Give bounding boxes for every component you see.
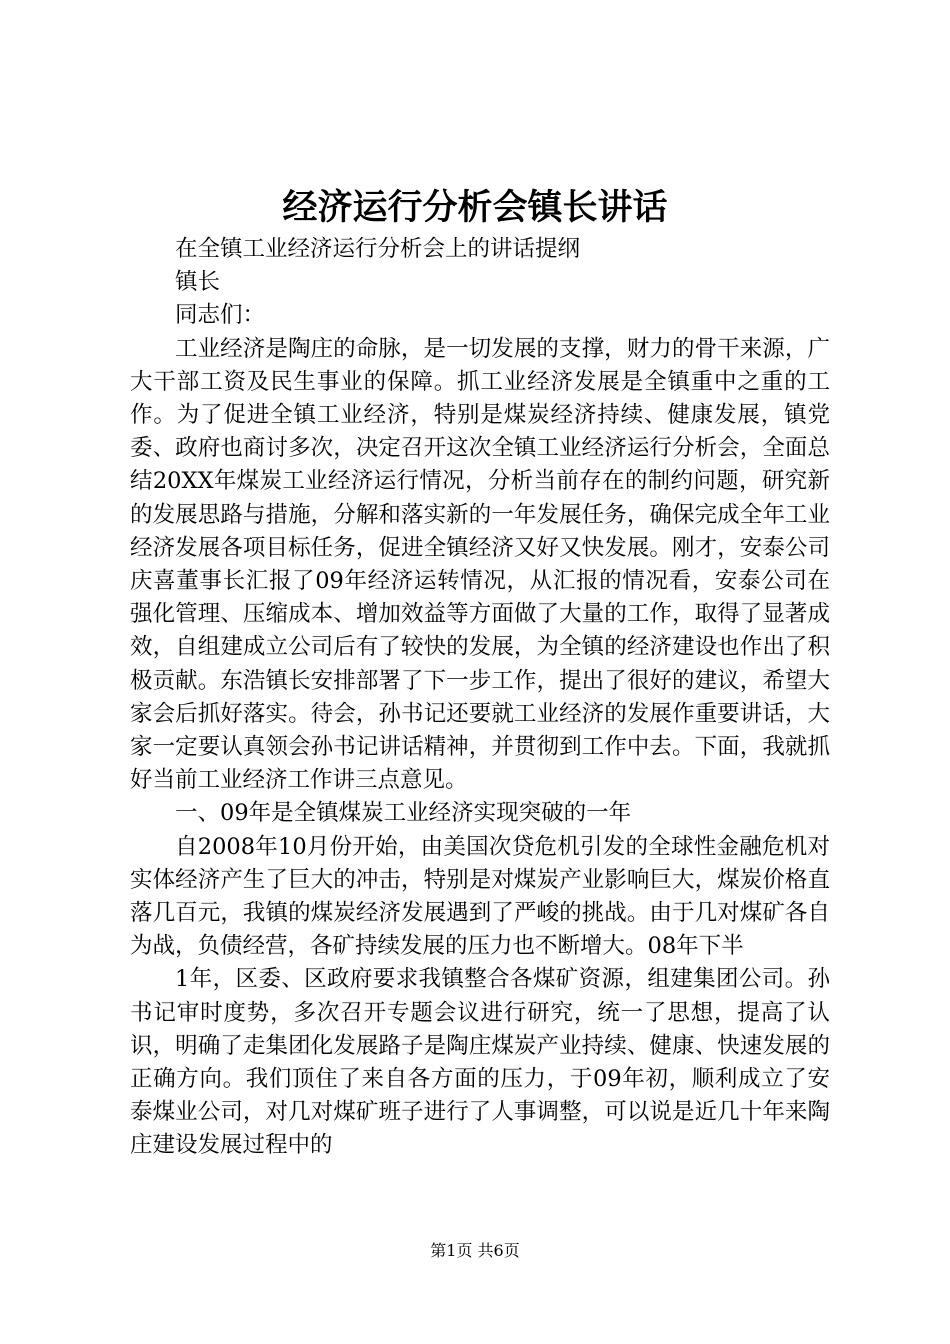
body-paragraph: 自2008年10月份开始，由美国次贷危机引发的全球性金融危机对实体经济产生了巨大的冲击，特别是对煤炭产业影响巨大，煤炭价格直落几百元，我镇的煤炭经济发展遇到了严峻的挑战。由于几对煤矿各自为战，负债经营，各矿持续发展的压力也不断增大。08年下半 (130, 833, 830, 960)
body-paragraph: 1年，区委、区政府要求我镇整合各煤矿资源，组建集团公司。孙书记审时度势，多次召开专题会议进行研究，统一了思想，提高了认识，明确了走集团化发展路子是陶庄煤炭产业持续、健康、快速发展的正确方向。我们顶住了来自各方面的压力，于09年初，顺利成立了安泰煤业公司，对几对煤矿班子进行了人事调整，可以说是近几十年来陶庄建设发展过程中的 (130, 966, 830, 1159)
section-heading-1: 一、09年是全镇煤炭工业经济实现突破的一年 (175, 800, 632, 827)
page-footer: 第1页 共6页 (430, 1241, 520, 1260)
speaker-paragraph: 镇长 (175, 269, 221, 296)
document-body (130, 233, 830, 1163)
subtitle-paragraph: 在全镇工业经济运行分析会上的讲话提纲 (175, 236, 581, 262)
document-title: 经济运行分析会镇长讲话 (282, 187, 668, 228)
intro-paragraph: 工业经济是陶庄的命脉，是一切发展的支撑，财力的骨干来源，广大干部工资及民生事业的保障。抓工业经济发展是全镇重中之重的工作。为了促进全镇工业经济，特别是煤炭经济持续、健康发展，镇党委、政府也商讨多次，决定召开这次全镇工业经济运行分析会，全面总结20XX年煤炭工业经济运行情况，分析当前存在的制约问题，研究新的发展思路与措施，分解和落实新的一年发展任务，确保完成全年工业经济发展各项目标任务，促进全镇经济又好又快发展。刚才，安泰公司庆喜董事长汇报了09年经济运转情况，从汇报的情况看，安泰公司在强化管理、压缩成本、增加效益等方面做了大量的工作，取得了显著成效，自组建成立公司后有了较快的发展，为全镇的经济建设也作出了积极贡献。东浩镇长安排部署了下一步工作，提出了很好的建议，希望大家会后抓好落实。待会，孙书记还要就工业经济的发展作重要讲话，大家一定要认真领会孙书记讲话精神，并贯彻到工作中去。下面，我就抓好当前工业经济工作讲三点意见。 (130, 335, 830, 794)
salutation-paragraph: 同志们： (175, 302, 266, 329)
